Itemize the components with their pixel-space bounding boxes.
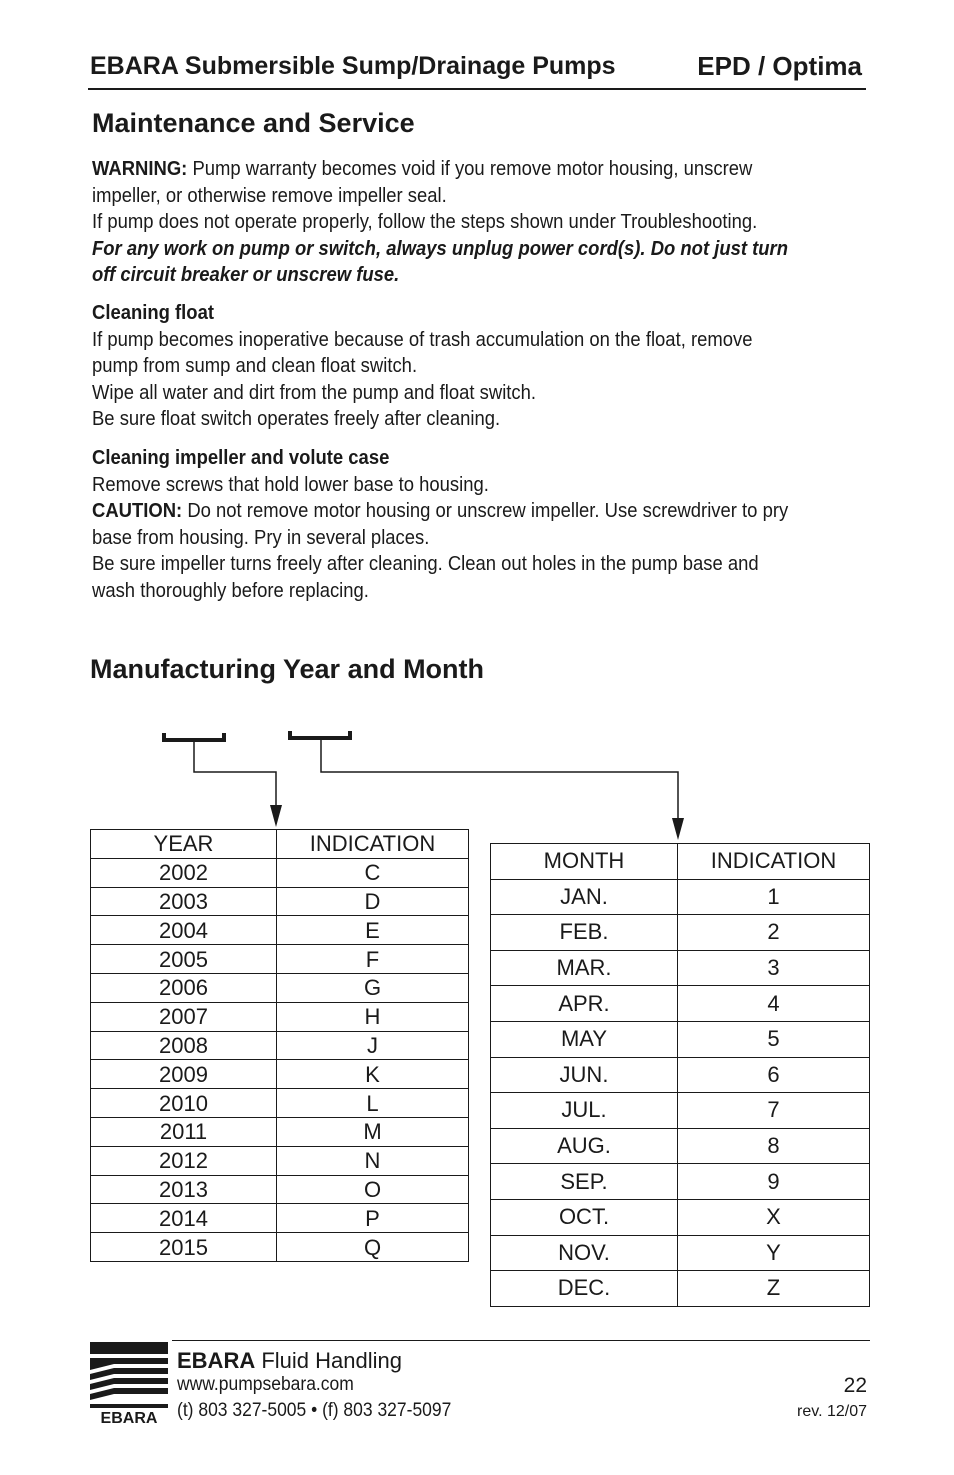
company-name-rest: Fluid Handling bbox=[255, 1348, 402, 1373]
month-row-label: OCT. bbox=[491, 1199, 678, 1235]
maintenance-title: Maintenance and Service bbox=[92, 108, 415, 138]
year-row-indication: F bbox=[277, 945, 469, 974]
caution-label: CAUTION: bbox=[92, 499, 183, 522]
year-row-indication: M bbox=[277, 1117, 469, 1146]
year-row bbox=[91, 1089, 469, 1118]
month-indication-column-header: INDICATION bbox=[678, 844, 870, 880]
year-row-indication: P bbox=[277, 1204, 469, 1233]
month-row bbox=[491, 1093, 870, 1129]
month-row bbox=[491, 950, 870, 986]
website-link[interactable]: www.pumpsebara.com bbox=[177, 1374, 354, 1395]
year-row-label: 2014 bbox=[91, 1204, 277, 1233]
year-row-indication: C bbox=[277, 858, 469, 887]
month-row bbox=[491, 1199, 870, 1235]
caution-text: Do not remove motor housing or unscrew impeller. Use screwdriver to pry base from housing. Pry in several places. bbox=[92, 499, 789, 549]
impeller-line-1: Remove screws that hold lower base to housing. bbox=[92, 472, 489, 496]
company-name bbox=[177, 1348, 402, 1374]
ebara-logo bbox=[90, 1342, 168, 1424]
impeller-line-3: Be sure impeller turns freely after cleaning. Clean out holes in the pump base and wash thoroughly before replacing. bbox=[92, 552, 759, 602]
month-row-label: SEP. bbox=[491, 1164, 678, 1200]
year-row-label: 2013 bbox=[91, 1175, 277, 1204]
year-row-indication: G bbox=[277, 973, 469, 1002]
month-arrow bbox=[672, 818, 684, 840]
month-row-label: APR. bbox=[491, 986, 678, 1022]
month-row-indication: 4 bbox=[678, 986, 870, 1022]
year-row bbox=[91, 1117, 469, 1146]
month-row bbox=[491, 986, 870, 1022]
month-row-label: JUL. bbox=[491, 1093, 678, 1129]
header-title: EBARA Submersible Sump/Drainage Pumps bbox=[90, 52, 616, 80]
year-row-indication: H bbox=[277, 1002, 469, 1031]
year-row-label: 2006 bbox=[91, 973, 277, 1002]
year-indication-column-header: INDICATION bbox=[277, 830, 469, 859]
year-row-indication: E bbox=[277, 916, 469, 945]
month-row bbox=[491, 879, 870, 915]
month-row-label: JUN. bbox=[491, 1057, 678, 1093]
warning-text: Pump warranty becomes void if you remove motor housing, unscrew impeller, or otherwise remove impeller seal. bbox=[92, 157, 753, 207]
year-row-indication: D bbox=[277, 887, 469, 916]
month-row bbox=[491, 1235, 870, 1271]
month-column-header: MONTH bbox=[491, 844, 678, 880]
month-row-indication: 2 bbox=[678, 915, 870, 951]
year-indication-table bbox=[90, 829, 469, 1262]
month-bracket bbox=[290, 731, 678, 832]
year-arrow bbox=[270, 805, 282, 827]
float-line-1: If pump becomes inoperative because of trash accumulation on the float, remove pump from sump and clean float switch. bbox=[92, 327, 753, 377]
year-row bbox=[91, 1146, 469, 1175]
month-row-label: NOV. bbox=[491, 1235, 678, 1271]
year-row bbox=[91, 1002, 469, 1031]
year-row-label: 2012 bbox=[91, 1146, 277, 1175]
revision-date: rev. 12/07 bbox=[797, 1403, 867, 1420]
company-name-bold: EBARA bbox=[177, 1348, 256, 1373]
month-row-indication: Z bbox=[678, 1271, 870, 1307]
month-row bbox=[491, 915, 870, 951]
year-row bbox=[91, 1060, 469, 1089]
year-row bbox=[91, 1204, 469, 1233]
cleaning-float-title: Cleaning float bbox=[92, 301, 214, 324]
year-row bbox=[91, 916, 469, 945]
month-row bbox=[491, 1021, 870, 1057]
month-row-indication: X bbox=[678, 1199, 870, 1235]
month-row-label: DEC. bbox=[491, 1271, 678, 1307]
year-row-label: 2007 bbox=[91, 1002, 277, 1031]
month-row-label: JAN. bbox=[491, 879, 678, 915]
month-row-indication: 3 bbox=[678, 950, 870, 986]
year-row bbox=[91, 1175, 469, 1204]
year-row bbox=[91, 858, 469, 887]
page-number: 22 bbox=[843, 1374, 867, 1397]
contact-phone-fax: (t) 803 327-5005 • (f) 803 327-5097 bbox=[177, 1400, 452, 1421]
year-row-indication: N bbox=[277, 1146, 469, 1175]
year-row-indication: Q bbox=[277, 1233, 469, 1262]
manufacturing-title: Manufacturing Year and Month bbox=[90, 654, 485, 684]
year-row-indication: L bbox=[277, 1089, 469, 1118]
year-row bbox=[91, 973, 469, 1002]
month-row-indication: 1 bbox=[678, 879, 870, 915]
year-row-indication: J bbox=[277, 1031, 469, 1060]
month-row-label: FEB. bbox=[491, 915, 678, 951]
float-line-3: Be sure float switch operates freely after cleaning. bbox=[92, 407, 501, 430]
cleaning-impeller-title: Cleaning impeller and volute case bbox=[92, 446, 390, 469]
month-row-indication: 6 bbox=[678, 1057, 870, 1093]
warning-label: WARNING: bbox=[92, 157, 188, 180]
svg-text:EBARA: EBARA bbox=[100, 1410, 158, 1424]
year-row bbox=[91, 887, 469, 916]
year-row bbox=[91, 945, 469, 974]
year-row-indication: K bbox=[277, 1060, 469, 1089]
year-column-header: YEAR bbox=[91, 830, 277, 859]
month-row-label: MAY bbox=[491, 1021, 678, 1057]
troubleshoot-line: If pump does not operate properly, follow the steps shown under Troubleshooting. bbox=[92, 210, 758, 233]
footer-divider bbox=[172, 1340, 870, 1341]
year-row bbox=[91, 1031, 469, 1060]
month-row-label: AUG. bbox=[491, 1128, 678, 1164]
float-line-2: Wipe all water and dirt from the pump and float switch. bbox=[92, 380, 537, 404]
month-row-indication: 7 bbox=[678, 1093, 870, 1129]
month-row bbox=[491, 1057, 870, 1093]
year-row-indication: O bbox=[277, 1175, 469, 1204]
year-table-header bbox=[91, 830, 469, 859]
year-row bbox=[91, 1233, 469, 1262]
year-row-label: 2004 bbox=[91, 916, 277, 945]
header-model: EPD / Optima bbox=[697, 51, 862, 81]
month-row bbox=[491, 1271, 870, 1307]
year-row-label: 2008 bbox=[91, 1031, 277, 1060]
month-row-label: MAR. bbox=[491, 950, 678, 986]
month-row-indication: Y bbox=[678, 1235, 870, 1271]
month-table-header bbox=[491, 844, 870, 880]
year-row-label: 2010 bbox=[91, 1089, 277, 1118]
year-row-label: 2015 bbox=[91, 1233, 277, 1262]
unplug-note: For any work on pump or switch, always unplug power cord(s). Do not just turn off circuit breaker or unscrew fuse. bbox=[92, 236, 789, 286]
month-row bbox=[491, 1164, 870, 1200]
year-bracket bbox=[164, 733, 276, 818]
year-row-label: 2005 bbox=[91, 945, 277, 974]
month-row-indication: 5 bbox=[678, 1021, 870, 1057]
year-row-label: 2002 bbox=[91, 858, 277, 887]
month-indication-table bbox=[490, 843, 870, 1307]
year-row-label: 2009 bbox=[91, 1060, 277, 1089]
year-row-label: 2003 bbox=[91, 887, 277, 916]
month-row-indication: 9 bbox=[678, 1164, 870, 1200]
month-row-indication: 8 bbox=[678, 1128, 870, 1164]
month-row bbox=[491, 1128, 870, 1164]
year-row-label: 2011 bbox=[91, 1117, 277, 1146]
